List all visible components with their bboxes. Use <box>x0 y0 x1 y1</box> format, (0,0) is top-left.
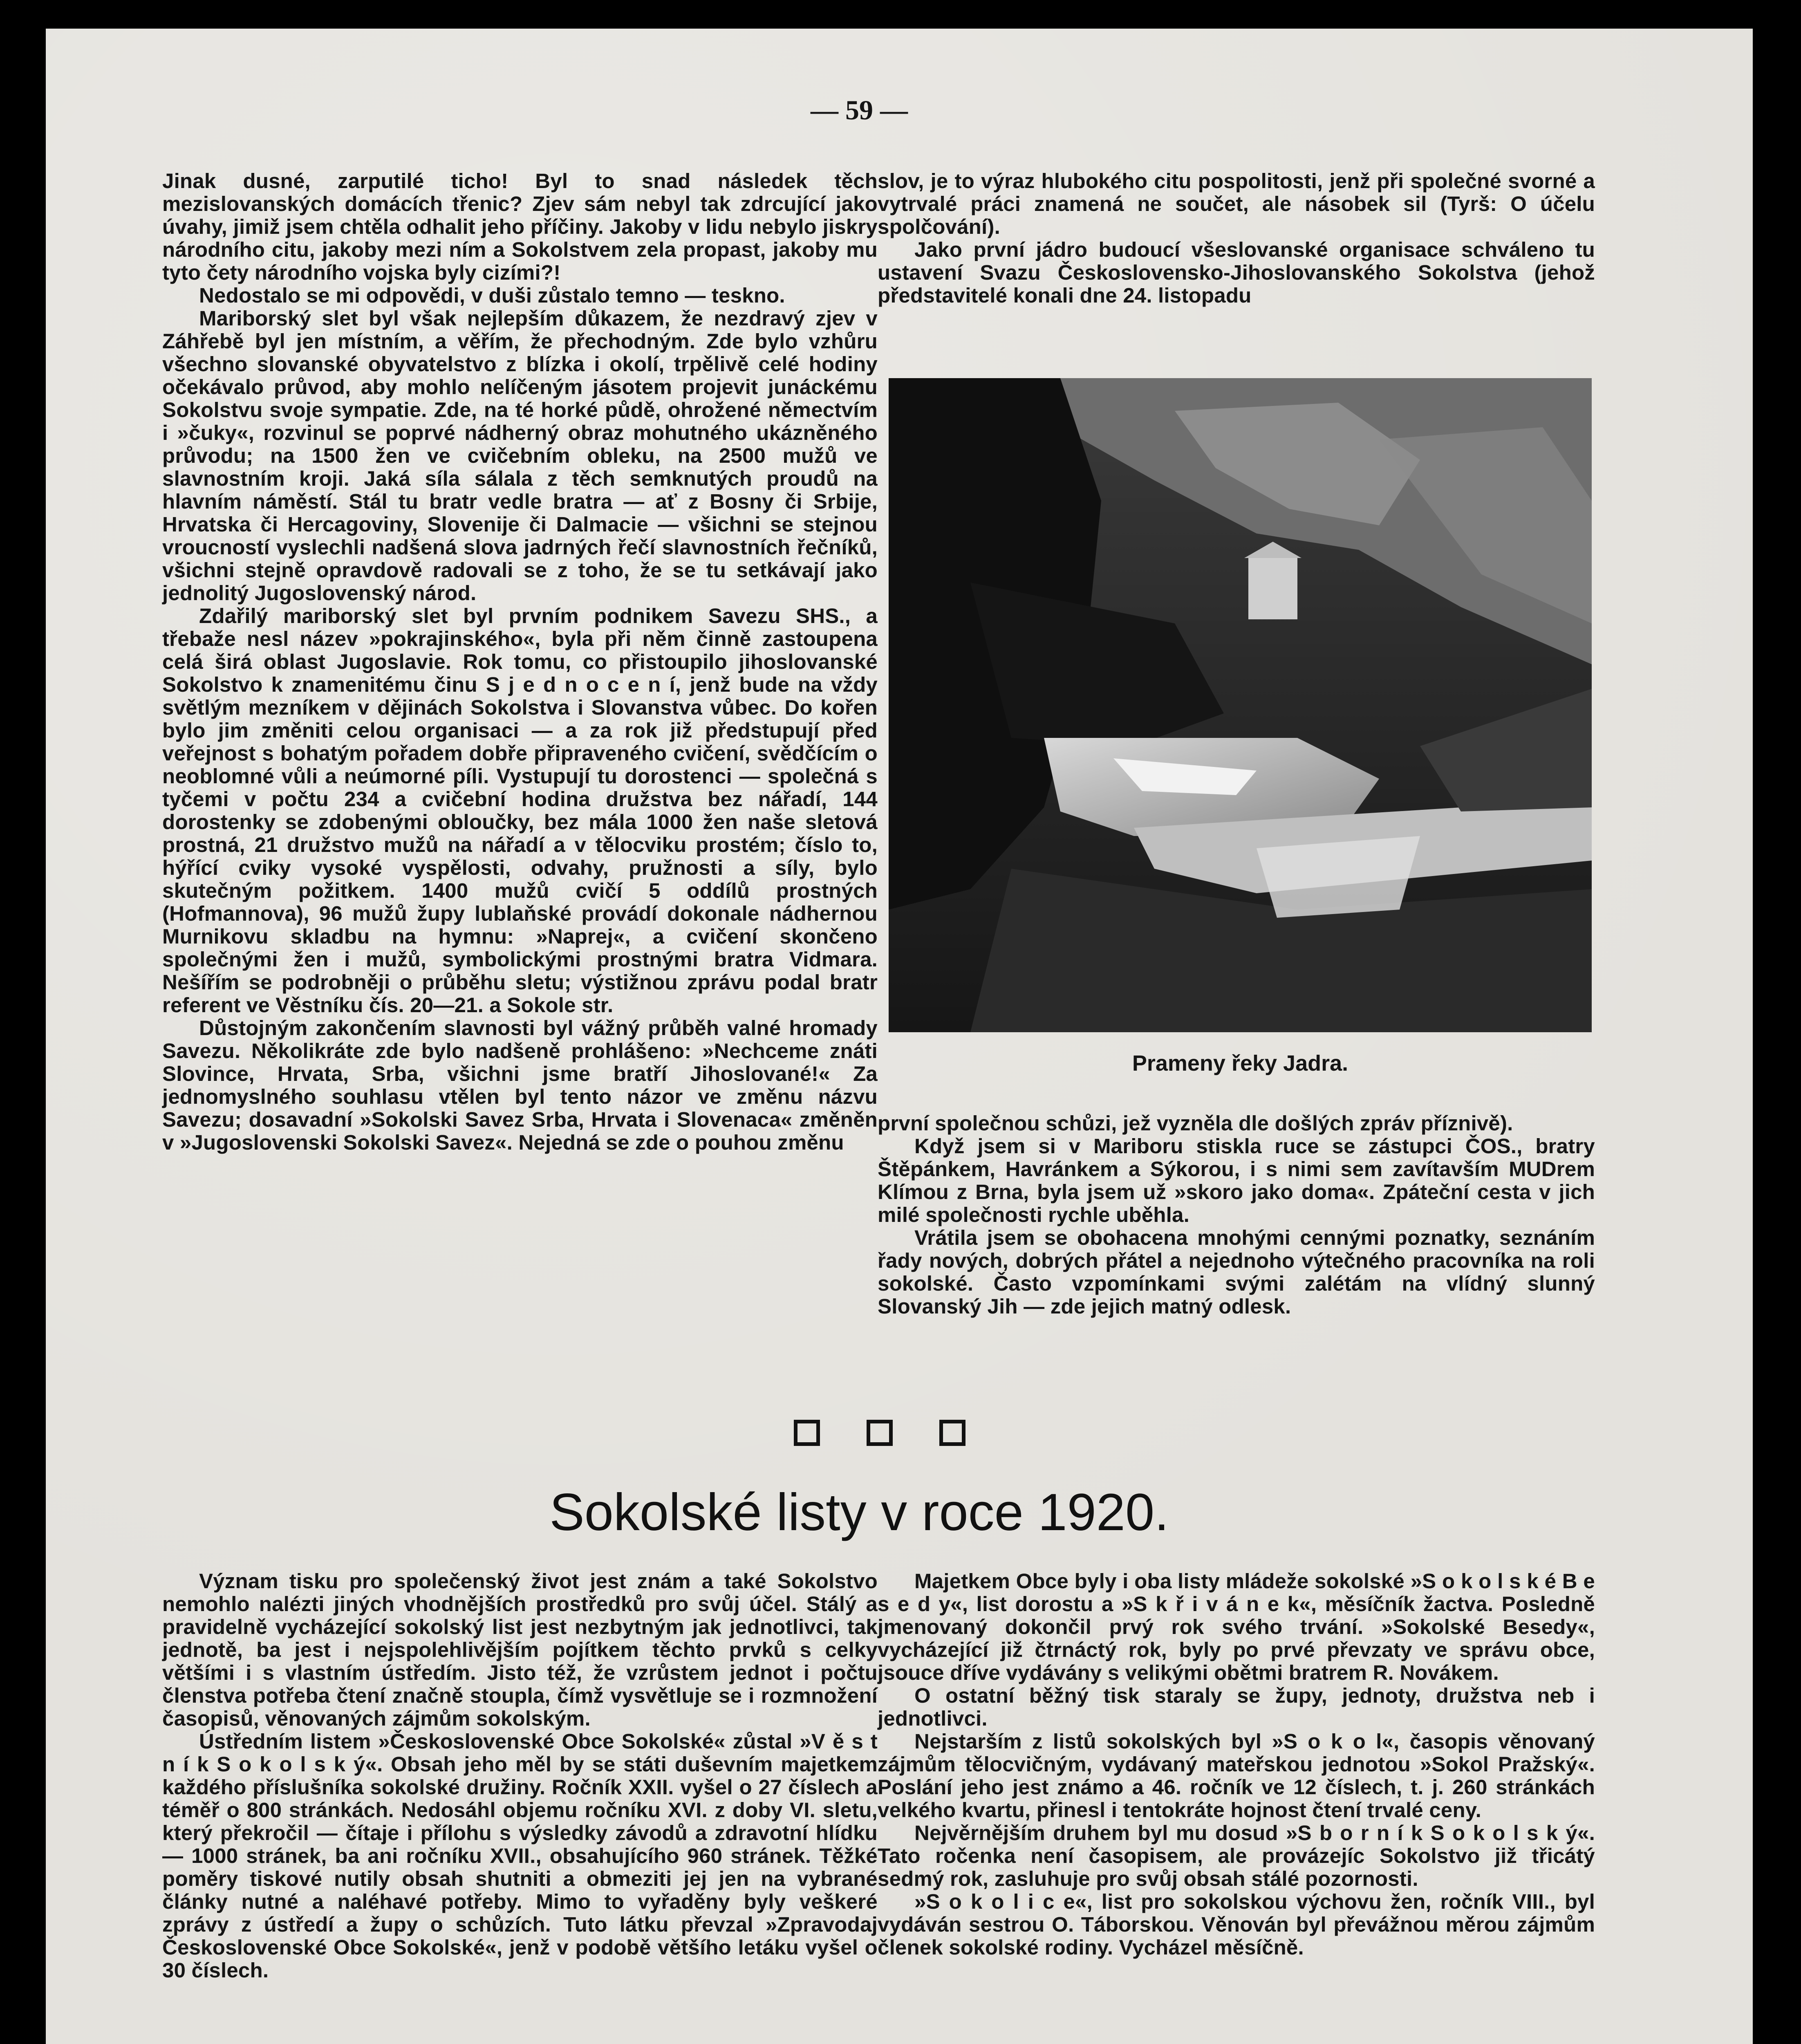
paragraph: první společnou schůzi, jež vyzněla dle došlých zpráv příznivě). <box>878 1112 1513 1135</box>
paragraph: Nejvěrnějším druhem byl mu dosud »S b o r n í k S o k o l s k ý«. Tato ročenka není časopisem, ale provázejíc Sokolstvo již třicátý sedmý rok, zasluhuje pro svůj obsah stálé pozornosti. <box>878 1821 1595 1890</box>
paragraph: slov, je to výraz hlubokého citu pospolitosti, jenž při společné svorné a vytrvalé práci znamená ne součet, ale násobek sil (Tyrš: O účelu spolčování). <box>878 169 1595 238</box>
ornament-square-icon <box>939 1420 965 1446</box>
paragraph: Mariborský slet byl však nejlepším důkazem, že nezdravý zjev v Záhřebě byl jen místním, a věřím, že přechodným. Zde bylo vzhůru všechno slovanské obyvatelstvo z blízka i okolí, trpělivě celé hodiny očekávalo průvod, aby mohlo nelíčeným jásotem projevit junáckému Sokolstvu svoje sympatie. Zde, na té horké půdě, ohrožené němectvím i »čuky«, rozvinul se poprvé nádherný obraz mohutného ukázněného průvodu; na 1500 žen ve cvičebním obleku, na 2500 mužů ve slavnostním kroji. Jaká síla sálala z těch semknutých proudů na hlavním náměstí. Stál tu bratr vedle bratra — ať z Bosny či Srbije, Hrvatska či Hercagoviny, Slovenije či Dalmacie — všichni se stejnou vroucností vyslechli nadšená slova jadrných řečí slavnostních řečníků, všichni stejně opravdově radovali se z toho, že se tu setkávají jako jednolitý Jugoslovenský národ. <box>162 307 878 605</box>
photo-caption: Prameny řeky Jadra. <box>1132 1051 1349 1076</box>
paragraph: Ústředním listem »Československé Obce Sokolské« zůstal »V ě s t n í k S o k o l s k ý«. Obsah jeho měl by se státi duševním majetkem každého příslušníka sokolské družiny. Ročník XXII. vyšel o 27 číslech a téměř o 800 stránkách. Nedosáhl objemu ročníku XVI. z doby VI. sletu, který překročil — čítaje i přílohu s výsledky závodů a zdravotní hlídku — 1000 stránek, ba ani ročníku XVII., obsahujícího 960 stránek. Těžké poměry tiskové nutily obsah shutniti a obmeziti jej jen na vybrané články nutné a naléhavé potřeby. Mimo to vyřaděny byly veškeré zprávy z ústředí a župy o schůzích. Tuto látku převzal »Zpravodaj Československé Obce Sokolské«, jenž v podobě většího letáku vyšel o 30 číslech. <box>162 1730 878 1982</box>
photo-landscape-image <box>889 378 1592 1032</box>
article1-column-right-bottom <box>878 1112 1595 1318</box>
paragraph: O ostatní běžný tisk staraly se župy, jednoty, družstva neb i jednotlivci. <box>878 1684 1595 1730</box>
paragraph: Zdařilý mariborský slet byl prvním podnikem Savezu SHS., a třebaže nesl název »pokrajinského«, byla při něm činně zastoupena celá širá oblast Jugoslavie. Rok tomu, co přistoupilo jihoslovanské Sokolstvo k znamenitému činu S j e d n o c e n í, jenž bude na vždy světlým mezníkem v dějinách Sokolstva i Slovanstva vůbec. Do kořen bylo jim změniti celou organisaci — a za rok již předstupují před veřejnost s bohatým pořadem dobře připraveného cvičení, svědčícím o neoblomné vůli a neúmorné píli. Vystupují tu dorostenci — společná s tyčemi v počtu 234 a cvičební hodina družstva bez nářadí, 144 dorostenky se zdobenými obloučky, bez mála 1000 žen naše sletová prostná, 21 družstvo mužů na nářadí a v tělocviku prostém; číslo to, hýřící cviky vysoké vyspělosti, odvahy, pružnosti a síly, bylo skutečným požitkem. 1400 mužů cvičí 5 oddílů prostných (Hofmannova), 96 mužů župy lublaňské provádí dokonale nádhernou Murnikovu skladbu na hymnu: »Naprej«, a cvičení skončeno společnými žen i mužů, symbolickými prostnými bratra Vidmara. Nešířím se podrobněji o průběhu sletu; výstižnou zprávu podal bratr referent ve Věstníku čís. 20—21. a Sokole str. <box>162 604 878 1017</box>
article2-column-right <box>878 1570 1595 1959</box>
newspaper-page <box>46 29 1753 2044</box>
paragraph: Jako první jádro budoucí všeslovanské organisace schváleno tu ustavení Svazu Československo-Jihoslovanského Sokolstva (jehož představitelé konali dne 24. listopadu <box>878 238 1595 307</box>
paragraph: Nedostalo se mi odpovědi, v duši zůstalo temno — teskno. <box>199 284 785 307</box>
paragraph: Jinak dusné, zarputilé ticho! Byl to snad následek těch mezislovanských domácích třenic? Zjev sám nebyl tak zdrcující jako úvahy, jimiž jsem chtěla odhalit jeho příčiny. Jakoby v lidu nebylo jiskry národního citu, jakoby mezi ním a Sokolstvem zela propast, jakoby mu tyto čety národního vojska byly cizími?! <box>162 169 878 284</box>
section-divider-ornament <box>794 1416 965 1449</box>
paragraph: Nejstarším z listů sokolských byl »S o k o l«, časopis věnovaný zájmům tělocvičným, vydávaný mateřskou jednotou »Sokol Pražský«. Poslání jeho jest známo a 46. ročník ve 12 číslech, t. j. 260 stránkách velkého kvartu, přinesl i tentokráte hojnost čtení trvalé ceny. <box>878 1730 1595 1822</box>
ornament-square-icon <box>867 1420 893 1446</box>
paragraph: »S o k o l i c e«, list pro sokolskou výchovu žen, ročník VIII., byl vydáván sestrou O. Táborskou. Věnován byl převážnou měrou zájmům členek sokolské rodiny. Vycházel měsíčně. <box>878 1890 1595 1959</box>
paragraph: Důstojným zakončením slavnosti byl vážný průběh valné hromady Savezu. Několikráte zde bylo nadšeně prohlášeno: »Nechceme znáti Slovince, Hrvata, Srba, všichni jsme bratří Jihoslované!« Za jednomyslného souhlasu vtělen byl tento názor ve změnu názvu Savezu; dosavadní »Sokolski Savez Srba, Hrvata i Slovenaca« změněn v »Jugoslovenski Sokolski Savez«. Nejedná se zde o pouhou změnu <box>162 1016 878 1154</box>
paragraph: Význam tisku pro společenský život jest znám a také Sokolstvo nemohlo nalézti jiných vhodnějších prostředků pro svůj účel. Stálý a pravidelně vycházející sokolský list jest nezbytným jak jednotlivci, tak jednotě, ba jest i nejspolehlivějším pojítkem těchto prvků s celky většími i s vlastním ústředím. Jisto též, že vzrůstem jednot i počtu členstva potřeba čtení značně stoupla, čímž vysvětluje se i rozmnožení časopisů, věnovaných zájmům sokolským. <box>162 1569 878 1730</box>
page-number: — 59 — <box>811 94 908 126</box>
article1-column-left <box>162 170 878 1154</box>
paragraph: Když jsem si v Mariboru stiskla ruce se zástupci ČOS., bratry Štěpánkem, Havránkem a Sýkorou, i s nimi sem zavítavším MUDrem Klímou z Brna, byla jsem už »skoro jako doma«. Zpáteční cesta v jich milé společnosti rychle uběhla. <box>878 1134 1595 1226</box>
article2-column-left <box>162 1570 878 1982</box>
article2-heading: Sokolské listy v roce 1920. <box>549 1483 1169 1542</box>
paragraph: Vrátila jsem se obohacena mnohými cennými poznatky, seznáním řady nových, dobrých přátel a nejednoho výtečného pracovníka na roli sokolské. Často vzpomínkami svými zalétám na vlídný slunný Slovanský Jih — zde jejich matný odlesk. <box>878 1226 1595 1318</box>
article1-column-right-top <box>878 170 1595 307</box>
ornament-square-icon <box>794 1420 820 1446</box>
photograph-river-springs <box>889 378 1592 1032</box>
paragraph: Majetkem Obce byly i oba listy mládeže sokolské »S o k o l s k é B e s e d y«, list dorostu a »S k ř i v á n e k«, měsíčník žactva. Posledně jmenovaný dokončil prvý rok svého trvání. »Sokolské Besedy«, vycházející již čtrnáctý rok, byly po prvé převzaty ve správu obce, jsouce dříve vydávány s velikými obětmi bratrem R. Novákem. <box>878 1569 1595 1684</box>
